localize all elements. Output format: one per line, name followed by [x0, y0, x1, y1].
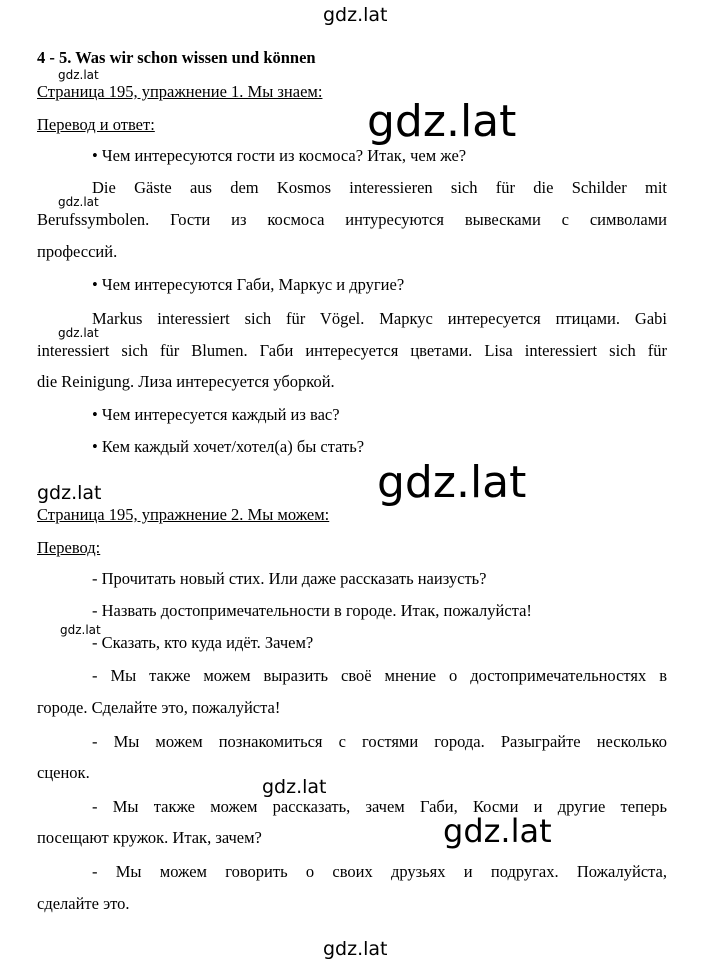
exercise-1-title: Страница 195, упражнение 1. Мы знаем: — [37, 82, 323, 101]
watermark-small: gdz.lat — [58, 68, 99, 82]
item-7-line-1: - Мы можем говорить о своих друзьях и подругах. Пожалуйста, — [92, 862, 667, 881]
item-4-line-2: городе. Сделайте это, пожалуйста! — [37, 698, 281, 717]
question-4: • Кем каждый хочет/хотел(а) бы стать? — [92, 437, 365, 456]
page-heading: 4 - 5. Was wir schon wissen und können — [37, 48, 316, 67]
watermark-large: gdz.lat — [443, 812, 552, 850]
watermark-small: gdz.lat — [60, 623, 101, 637]
item-6-line-2: посещают кружок. Итак, зачем? — [37, 828, 262, 847]
question-2: • Чем интересуются Габи, Маркус и другие? — [92, 275, 405, 294]
answer-2-line-2: interessiert sich für Blumen. Габи интересуется цветами. Lisa interessiert sich für — [37, 341, 667, 360]
question-1: • Чем интересуются гости из космоса? Итак, чем же? — [92, 146, 467, 165]
answer-1-line-2: Berufssymbolen. Гости из космоса интуресуются вывесками с символами — [37, 210, 667, 229]
answer-1-line-1: Die Gäste aus dem Kosmos interessieren sich für die Schilder mit — [92, 178, 667, 197]
watermark-large: gdz.lat — [367, 96, 517, 147]
watermark-medium: gdz.lat — [37, 482, 102, 504]
watermark-medium: gdz.lat — [262, 776, 327, 798]
item-7-line-2: сделайте это. — [37, 894, 130, 913]
question-3: • Чем интересуется каждый из вас? — [92, 405, 340, 424]
exercise-1-label: Перевод и ответ: — [37, 115, 155, 134]
item-5-line-2: сценок. — [37, 763, 90, 782]
answer-2-line-3: die Reinigung. Лиза интересуется уборкой. — [37, 372, 335, 391]
watermark-large: gdz.lat — [377, 457, 527, 508]
answer-1-line-3: профессий. — [37, 242, 118, 261]
item-6-line-1: - Мы также можем рассказать, зачем Габи, Косми и другие теперь — [92, 797, 667, 816]
watermark-top: gdz.lat — [323, 4, 388, 26]
item-2: - Назвать достопримечательности в городе. Итак, пожалуйста! — [92, 601, 532, 620]
watermark-small: gdz.lat — [58, 326, 99, 340]
exercise-2-label: Перевод: — [37, 538, 101, 557]
item-5-line-1: - Мы можем познакомиться с гостями города. Разыграйте несколько — [92, 732, 667, 751]
exercise-2-title: Страница 195, упражнение 2. Мы можем: — [37, 505, 330, 524]
item-1: - Прочитать новый стих. Или даже рассказать наизусть? — [92, 569, 487, 588]
watermark-small: gdz.lat — [58, 195, 99, 209]
answer-2-line-1: Markus interessiert sich für Vögel. Маркус интересуется птицами. Gabi — [92, 309, 667, 328]
item-4-line-1: - Мы также можем выразить своё мнение о достопримечательностях в — [92, 666, 667, 685]
item-3: - Сказать, кто куда идёт. Зачем? — [92, 633, 314, 652]
watermark-bottom: gdz.lat — [323, 938, 388, 960]
